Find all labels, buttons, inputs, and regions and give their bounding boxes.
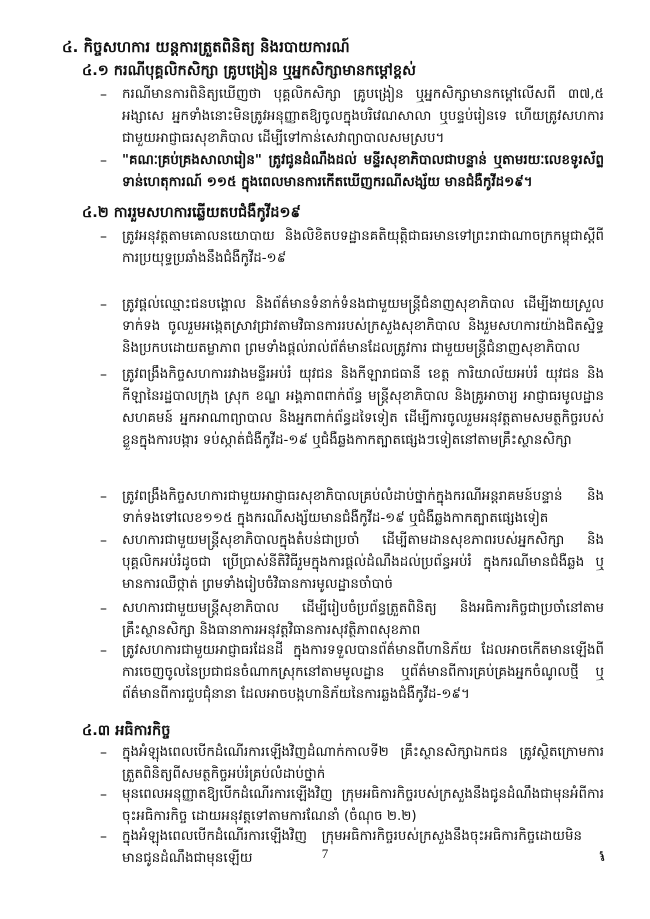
- section-4-3-item-1: ក្នុងអំឡុងពេលបើកដំណើរការឡើងវិញដំណាក់កាលទី២ គ្រឹះស្ថានសិក្សាឯកជន ត្រូវស្ថិតក្រោមការត្រួតពិនិត្យពីសមត្ថកិច្ចអប់រំគ្រប់លំដាប់ថ្នាក់: [122, 745, 604, 782]
- page-number: 7: [321, 846, 329, 861]
- section-4-2-item-1: ត្រូវអនុវត្តតាមគោលនយោបាយ និងលិខិតបទដ្ឋានគតិយុត្តិជាធរមានទៅព្រះរាជាណាចក្រកម្ពុជាស្តីពីការប្រយុទ្ធប្រឆាំងនឹងជំងឺកូវីដ-១៩: [122, 229, 604, 266]
- section-4-3-item-3: ក្នុងអំឡុងពេលបើកដំណើរការឡើងវិញ ក្រុមអធិការកិច្ចរបស់ក្រសួងនឹងចុះអធិការកិច្ចដោយមិនមានជូនដំណឹងជាមុនឡើយ: [122, 829, 582, 866]
- section-4-2-heading: ៤.២ ការរួមសហការឆ្លើយតបជំងឺកូវីដ១៩: [82, 205, 301, 221]
- bullet-dash: –: [100, 745, 107, 761]
- bullet-dash: –: [100, 367, 107, 383]
- handwritten-initial-mark: ៛: [597, 845, 608, 866]
- bullet-dash: –: [100, 787, 107, 803]
- section-4-2-item-4: ត្រូវពង្រឹងកិច្ចសហការជាមួយអាជ្ញាធរសុខាភិបាលគ្រប់លំដាប់ថ្នាក់ក្នុងករណីអន្តរាគមន៍បន្ទាន់ និងទាក់ទងទៅលេខ១១៥ ក្នុងករណីសង្ស័យមានជំងឺកូវីដ-១៩ ឬជំងឺឆ្លងកាកត្បាតផ្សេងទៀត: [122, 489, 604, 526]
- bullet-dash: –: [100, 601, 107, 617]
- bullet-dash: –: [100, 489, 107, 505]
- section-4-1-item-2: "គណៈគ្រប់គ្រងសាលារៀន" ត្រូវជូនដំណឹងដល់ មន្ទីរសុខាភិបាលជាបន្ទាន់ ឬតាមរយៈលេខទូរស័ព្ទទាន់ហេតុការណ៍ ១១៥ ក្នុងពេលមានការកើតឃើញករណីសង្ស័យ មានជំងឺកូវីដ១៩។: [122, 153, 604, 190]
- bullet-dash: –: [100, 643, 107, 659]
- section-4-3-heading: ៤.៣ អធិការកិច្ច: [82, 723, 171, 739]
- section-4-2-item-2: ត្រូវផ្តល់ឈ្មោះជនបង្គោល និងព័ត៌មានទំនាក់ទំនងជាមួយមន្ត្រីជំនាញសុខាភិបាល ដើម្បីងាយស្រួលទាក់ទង ចូលរួមអង្កេតស្រាវជ្រាវតាមវិធានការរបស់ក្រសួងសុខាភិបាល និងរួមសហការយ៉ាងជិតស្និទ្ធនិងប្រកបដោយតម្លាភាព ព្រមទាំងផ្តល់រាល់ព័ត៌មានដែលត្រូវការ ជាមួយមន្ត្រីជំនាញសុខាភិបាល: [122, 297, 604, 356]
- bullet-dash: –: [100, 297, 107, 313]
- bullet-dash: –: [100, 829, 107, 845]
- section-4-2-item-3: ត្រូវពង្រឹងកិច្ចសហការរវាងមន្ទីរអប់រំ យុវជន និងកីឡារាជធានី ខេត្ត ការិយាល័យអប់រំ យុវជន និងកីឡានៃរដ្ឋបាលក្រុង ស្រុក ខណ្ឌ អង្គភាពពាក់ព័ន្ធ មន្ត្រីសុខាភិបាល និងគ្រូអាចារ្យ អាជ្ញាធរមូលដ្ឋាន សហគមន៍ អ្នកអាណាព្យាបាល និងអ្នកពាក់ព័ន្ធដទៃទៀត ដើម្បីការចូលរួមអនុវត្តតាមសមត្ថកិច្ចរបស់ខ្លួនក្នុងការបង្ការ ទប់ស្កាត់ជំងឺកូវីដ-១៩ ឬជំងឺឆ្លងកាកត្បាតផ្សេងៗទៀតនៅតាមគ្រឹះស្ថានសិក្សា: [122, 367, 604, 448]
- bullet-dash: –: [100, 153, 107, 169]
- bullet-dash: –: [100, 229, 107, 245]
- section-4-1-heading: ៤.១ ករណីបុគ្គលិកសិក្សា គ្រូបង្រៀន ឬអ្នកសិក្សាមានកម្តៅខ្ពស់: [82, 63, 416, 79]
- section-4-heading: ៤. កិច្ចសហការ យន្តការត្រួតពិនិត្យ និងរបាយការណ៍: [62, 38, 350, 56]
- section-4-2-item-6: សហការជាមួយមន្ត្រីសុខាភិបាល ដើម្បីរៀបចំប្រព័ន្ធត្រួតពិនិត្យ និងអធិការកិច្ចជាប្រចាំនៅតាមគ្រឹះស្ថានសិក្សា និងធានាការអនុវត្តវិធានការសុវត្ថិភាពសុខភាព: [122, 601, 604, 638]
- section-4-2-item-7: ត្រូវសហការជាមួយអាជ្ញាធរដែនដី ក្នុងការទទួលបានព័ត៌មានពីហានិភ័យ ដែលអាចកើតមានឡើងពីការចេញចូលនៃប្រជាជនចំណាកស្រុកនៅតាមមូលដ្ឋាន ឬព័ត៌មានពីការគ្រប់គ្រងអ្នកចំណូលថ្មី ឬព័ត៌មានពីការជួបជុំនានា ដែលអាចបង្កហានិភ័យនៃការឆ្លងជំងឺកូវីដ-១៩។: [122, 643, 604, 702]
- bullet-dash: –: [100, 533, 107, 549]
- bullet-dash: –: [100, 87, 107, 103]
- section-4-2-item-5: សហការជាមួយមន្ត្រីសុខាភិបាលក្នុងតំបន់ជាប្រចាំ ដើម្បីតាមដានសុខភាពរបស់អ្នកសិក្សា និងបុគ្គលិកអប់រំដូចជា ប្រើប្រាស់នីតិវិធីរួមក្នុងការផ្តល់ដំណឹងដល់ប្រព័ន្ធអប់រំ ក្នុងករណីមានជំងឺឆ្លង ឬមានការឈឺថ្កាត់ ព្រមទាំងរៀបចំវិធានការមូលដ្ឋានចាំបាច់: [122, 533, 604, 592]
- section-4-3-item-2: មុនពេលអនុញ្ញាតឱ្យបើកដំណើរការឡើងវិញ ក្រុមអធិការកិច្ចរបស់ក្រសួងនឹងជូនដំណឹងជាមុនអំពីការចុះអធិការកិច្ច ដោយអនុវត្តទៅតាមការណែនាំ (ចំណុច ២.២): [122, 787, 604, 824]
- section-4-1-item-1: ករណីមានការពិនិត្យឃើញថា បុគ្គលិកសិក្សា គ្រូបង្រៀន ឬអ្នកសិក្សាមានកម្តៅលើសពី ៣៧,៥ អង្សាសេ អ្នកទាំងនោះមិនត្រូវអនុញ្ញាតឱ្យចូលក្នុងបរិវេណសាលា ឬបន្ទប់រៀនទេ ហើយត្រូវសហការជាមួយអាជ្ញាធរសុខាភិបាល ដើម្បីទៅកាន់សេវាព្យាបាលសមស្រប។: [122, 87, 604, 146]
